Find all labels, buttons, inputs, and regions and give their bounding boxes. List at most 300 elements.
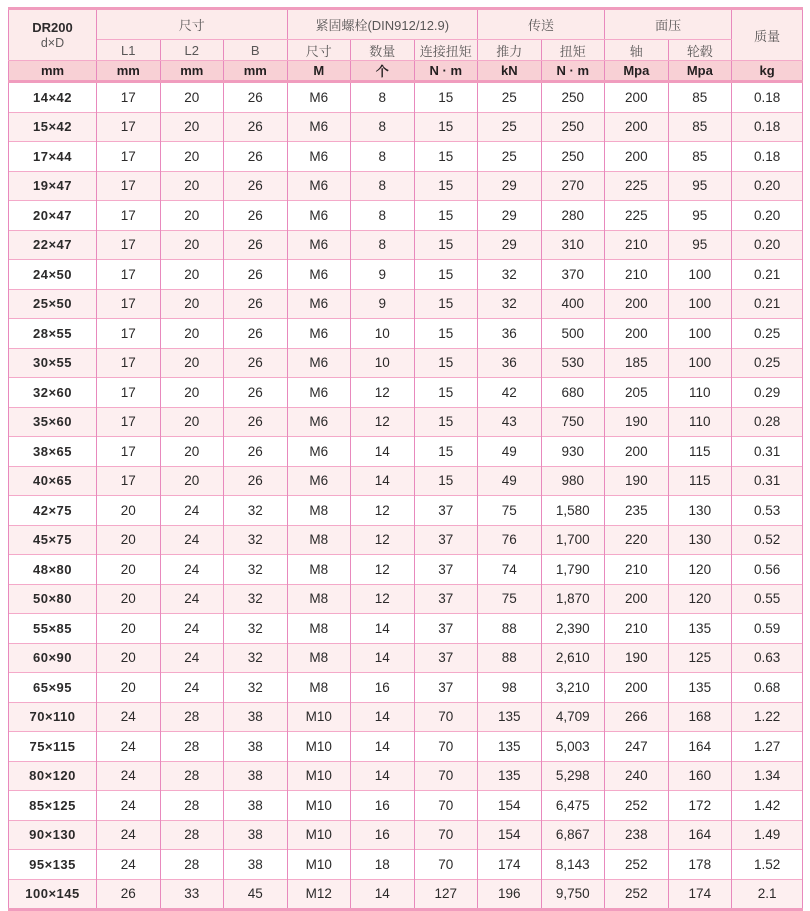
cell-value: 15 [414,348,478,378]
cell-value: 200 [605,112,669,142]
units-row [9,61,803,82]
cell-value: 135 [478,732,542,762]
cell-value: 2,390 [541,614,605,644]
cell-value: 115 [668,466,732,496]
cell-value: M6 [287,348,351,378]
cell-value: 15 [414,407,478,437]
cell-value: 38 [224,761,288,791]
cell-value: 32 [224,643,288,673]
cell-value: 135 [478,702,542,732]
cell-value: 24 [160,555,224,585]
cell-value: 210 [605,230,669,260]
cell-value: 12 [351,525,415,555]
cell-value: 1.42 [732,791,803,821]
table-row [9,496,803,526]
cell-value: 1,870 [541,584,605,614]
group-header-bolts: 紧固螺栓(DIN912/12.9) [287,9,478,40]
cell-value: 88 [478,614,542,644]
table-row [9,732,803,762]
cell-value: 15 [414,437,478,467]
cell-value: M12 [287,879,351,910]
cell-value: 0.56 [732,555,803,585]
cell-value: 220 [605,525,669,555]
cell-value: 15 [414,289,478,319]
cell-value: 20 [160,319,224,349]
cell-size-dxd: 32×60 [9,378,97,408]
cell-value: 26 [224,201,288,231]
cell-value: 24 [160,643,224,673]
cell-value: 26 [224,260,288,290]
cell-value: M10 [287,702,351,732]
cell-value: M6 [287,230,351,260]
group-header-mass: 质量 [732,9,803,61]
cell-value: 210 [605,260,669,290]
cell-size-dxd: 42×75 [9,496,97,526]
cell-value: 750 [541,407,605,437]
cell-value: 14 [351,466,415,496]
cell-value: 0.52 [732,525,803,555]
cell-value: 28 [160,732,224,762]
cell-value: 32 [224,555,288,585]
cell-value: 8,143 [541,850,605,880]
unit-cell: mm [224,61,288,82]
table-row [9,319,803,349]
cell-value: 115 [668,437,732,467]
cell-value: 0.29 [732,378,803,408]
cell-value: 37 [414,584,478,614]
cell-value: 24 [160,673,224,703]
cell-value: 15 [414,82,478,113]
cell-value: 14 [351,614,415,644]
subheader-l2: L2 [160,40,224,61]
cell-size-dxd: 22×47 [9,230,97,260]
cell-value: 26 [224,348,288,378]
cell-value: 36 [478,319,542,349]
unit-cell: mm [97,61,161,82]
subheader-tightening-torque: 连接扭矩 [414,40,478,61]
cell-value: M6 [287,378,351,408]
cell-value: 0.31 [732,437,803,467]
cell-value: 1.49 [732,820,803,850]
cell-value: 0.59 [732,614,803,644]
cell-value: 17 [97,437,161,467]
cell-value: M10 [287,732,351,762]
header-group-row [9,9,803,40]
table-row [9,407,803,437]
cell-value: 20 [160,378,224,408]
cell-value: 8 [351,230,415,260]
cell-value: 210 [605,614,669,644]
cell-value: 85 [668,82,732,113]
cell-value: 17 [97,348,161,378]
cell-value: M6 [287,82,351,113]
cell-value: 26 [224,230,288,260]
cell-value: 70 [414,820,478,850]
cell-size-dxd: 75×115 [9,732,97,762]
cell-size-dxd: 85×125 [9,791,97,821]
cell-value: 0.18 [732,142,803,172]
cell-value: 32 [224,496,288,526]
table-row [9,850,803,880]
cell-value: 135 [478,761,542,791]
unit-cell: mm [9,61,97,82]
cell-value: 12 [351,407,415,437]
cell-value: 210 [605,555,669,585]
cell-value: 205 [605,378,669,408]
cell-value: 20 [160,289,224,319]
cell-size-dxd: 90×130 [9,820,97,850]
cell-value: 24 [160,584,224,614]
dr200-spec-table [8,7,803,911]
spec-table-container [8,7,803,911]
cell-value: 190 [605,407,669,437]
cell-value: 20 [160,201,224,231]
cell-value: 196 [478,879,542,910]
cell-value: 26 [224,82,288,113]
table-row [9,791,803,821]
cell-value: 43 [478,407,542,437]
cell-value: M10 [287,761,351,791]
cell-value: 0.21 [732,260,803,290]
cell-value: 9 [351,260,415,290]
table-row [9,702,803,732]
cell-value: 15 [414,378,478,408]
cell-value: 26 [224,142,288,172]
cell-value: 1.52 [732,850,803,880]
cell-value: 17 [97,142,161,172]
table-row [9,584,803,614]
cell-value: 37 [414,555,478,585]
cell-value: M8 [287,614,351,644]
model-label: DR200 [32,20,73,35]
cell-value: 930 [541,437,605,467]
unit-cell: N · m [414,61,478,82]
cell-value: 190 [605,643,669,673]
cell-value: 17 [97,319,161,349]
cell-value: 75 [478,496,542,526]
cell-value: 25 [478,112,542,142]
cell-value: 17 [97,230,161,260]
cell-value: M6 [287,407,351,437]
cell-value: 9,750 [541,879,605,910]
cell-value: 85 [668,112,732,142]
cell-value: 26 [224,378,288,408]
cell-value: 3,210 [541,673,605,703]
cell-value: 17 [97,260,161,290]
cell-value: 185 [605,348,669,378]
cell-value: 17 [97,407,161,437]
cell-value: 15 [414,230,478,260]
cell-value: 49 [478,437,542,467]
cell-value: 70 [414,850,478,880]
cell-value: 130 [668,525,732,555]
cell-value: 75 [478,584,542,614]
cell-value: M8 [287,555,351,585]
cell-value: 16 [351,820,415,850]
cell-value: 250 [541,82,605,113]
cell-value: 1.22 [732,702,803,732]
cell-value: 38 [224,791,288,821]
cell-value: 20 [97,673,161,703]
cell-value: 135 [668,673,732,703]
cell-value: 4,709 [541,702,605,732]
cell-value: M8 [287,584,351,614]
cell-size-dxd: 70×110 [9,702,97,732]
cell-size-dxd: 19×47 [9,171,97,201]
cell-value: 24 [97,732,161,762]
cell-value: 16 [351,791,415,821]
cell-value: 14 [351,761,415,791]
cell-value: M6 [287,201,351,231]
cell-value: M8 [287,673,351,703]
cell-value: 235 [605,496,669,526]
cell-value: 8 [351,82,415,113]
cell-value: 20 [160,466,224,496]
group-header-pressure: 面压 [605,9,732,40]
cell-value: 17 [97,378,161,408]
cell-value: 100 [668,260,732,290]
cell-value: 15 [414,319,478,349]
cell-value: 8 [351,201,415,231]
cell-value: 100 [668,319,732,349]
cell-value: 33 [160,879,224,910]
header-sub-row [9,40,803,61]
cell-value: 28 [160,761,224,791]
cell-value: 85 [668,142,732,172]
cell-value: 200 [605,437,669,467]
cell-value: 400 [541,289,605,319]
cell-value: 74 [478,555,542,585]
cell-value: 200 [605,319,669,349]
cell-value: 0.68 [732,673,803,703]
cell-value: M6 [287,171,351,201]
cell-value: 26 [224,171,288,201]
unit-cell: N · m [541,61,605,82]
cell-value: 12 [351,496,415,526]
cell-value: 0.20 [732,230,803,260]
table-row [9,761,803,791]
cell-value: 20 [97,496,161,526]
cell-value: 280 [541,201,605,231]
cell-size-dxd: 80×120 [9,761,97,791]
cell-value: 250 [541,142,605,172]
cell-value: 14 [351,437,415,467]
cell-value: 5,298 [541,761,605,791]
cell-value: M6 [287,260,351,290]
cell-value: 0.25 [732,319,803,349]
cell-value: M6 [287,289,351,319]
cell-value: M6 [287,142,351,172]
cell-value: 225 [605,171,669,201]
cell-value: 15 [414,171,478,201]
table-row [9,260,803,290]
cell-value: 0.53 [732,496,803,526]
cell-value: M8 [287,496,351,526]
cell-size-dxd: 65×95 [9,673,97,703]
cell-value: 12 [351,378,415,408]
cell-value: 6,475 [541,791,605,821]
cell-size-dxd: 50×80 [9,584,97,614]
cell-value: 178 [668,850,732,880]
table-row [9,142,803,172]
cell-value: 8 [351,171,415,201]
cell-size-dxd: 20×47 [9,201,97,231]
cell-value: 680 [541,378,605,408]
table-row [9,348,803,378]
cell-value: 32 [478,260,542,290]
cell-value: 10 [351,348,415,378]
unit-cell: kN [478,61,542,82]
cell-value: 12 [351,555,415,585]
cell-value: 49 [478,466,542,496]
cell-value: 29 [478,201,542,231]
cell-value: 37 [414,496,478,526]
cell-value: 24 [97,850,161,880]
cell-value: 0.25 [732,348,803,378]
cell-size-dxd: 28×55 [9,319,97,349]
cell-value: 26 [224,289,288,319]
unit-cell: kg [732,61,803,82]
table-row [9,525,803,555]
cell-value: 160 [668,761,732,791]
cell-value: 2,610 [541,643,605,673]
cell-value: 0.18 [732,82,803,113]
table-row [9,378,803,408]
cell-value: 26 [224,112,288,142]
cell-value: 45 [224,879,288,910]
cell-value: 32 [224,525,288,555]
table-row [9,230,803,260]
cell-value: 127 [414,879,478,910]
cell-value: 15 [414,201,478,231]
cell-value: 36 [478,348,542,378]
cell-value: 26 [224,319,288,349]
cell-value: 70 [414,702,478,732]
cell-value: 0.18 [732,112,803,142]
cell-size-dxd: 60×90 [9,643,97,673]
dxd-label: d×D [40,36,65,50]
cell-value: 125 [668,643,732,673]
cell-value: 20 [160,260,224,290]
unit-cell: Mpa [605,61,669,82]
subheader-thrust: 推力 [478,40,542,61]
cell-value: 5,003 [541,732,605,762]
cell-value: 200 [605,82,669,113]
cell-value: 120 [668,555,732,585]
cell-value: 252 [605,850,669,880]
cell-value: 14 [351,879,415,910]
cell-value: 32 [224,614,288,644]
cell-value: 120 [668,584,732,614]
subheader-shaft: 轴 [605,40,669,61]
cell-value: 29 [478,230,542,260]
cell-value: 14 [351,732,415,762]
cell-value: 252 [605,879,669,910]
cell-value: 10 [351,319,415,349]
cell-value: 1.34 [732,761,803,791]
cell-value: 32 [224,584,288,614]
cell-value: 70 [414,732,478,762]
cell-value: 20 [160,230,224,260]
cell-size-dxd: 24×50 [9,260,97,290]
cell-value: 8 [351,142,415,172]
cell-value: 200 [605,289,669,319]
cell-value: 8 [351,112,415,142]
cell-value: M6 [287,466,351,496]
cell-value: 154 [478,791,542,821]
unit-cell: mm [160,61,224,82]
table-row [9,614,803,644]
cell-value: 225 [605,201,669,231]
cell-value: 26 [224,466,288,496]
cell-value: M10 [287,791,351,821]
cell-value: 2.1 [732,879,803,910]
subheader-torque: 扭矩 [541,40,605,61]
subheader-b: B [224,40,288,61]
cell-value: 9 [351,289,415,319]
cell-size-dxd: 45×75 [9,525,97,555]
cell-value: 20 [97,643,161,673]
table-row [9,82,803,113]
corner-cell [9,9,97,61]
cell-value: M10 [287,850,351,880]
cell-value: 42 [478,378,542,408]
group-header-dimensions: 尺寸 [97,9,288,40]
cell-value: 20 [160,112,224,142]
cell-value: 24 [97,791,161,821]
cell-value: 174 [478,850,542,880]
cell-value: 266 [605,702,669,732]
table-row [9,437,803,467]
cell-value: 164 [668,732,732,762]
cell-value: 17 [97,171,161,201]
table-body [9,82,803,910]
cell-value: 26 [224,407,288,437]
cell-value: 17 [97,82,161,113]
cell-value: 130 [668,496,732,526]
group-header-transmission: 传送 [478,9,605,40]
cell-value: 247 [605,732,669,762]
cell-value: 6,867 [541,820,605,850]
cell-value: 250 [541,112,605,142]
cell-value: 190 [605,466,669,496]
cell-value: 24 [97,820,161,850]
cell-value: 38 [224,702,288,732]
subheader-hub: 轮毂 [668,40,732,61]
cell-value: 270 [541,171,605,201]
cell-value: 0.21 [732,289,803,319]
cell-value: 88 [478,643,542,673]
cell-value: 28 [160,702,224,732]
cell-size-dxd: 95×135 [9,850,97,880]
cell-value: 26 [224,437,288,467]
cell-value: 20 [160,348,224,378]
cell-value: 20 [160,142,224,172]
cell-size-dxd: 38×65 [9,437,97,467]
cell-value: 26 [97,879,161,910]
cell-value: 0.63 [732,643,803,673]
table-header [9,9,803,82]
cell-value: 37 [414,643,478,673]
cell-value: 200 [605,142,669,172]
cell-value: 0.20 [732,201,803,231]
table-row [9,201,803,231]
unit-cell: Mpa [668,61,732,82]
cell-value: 14 [351,702,415,732]
cell-value: 310 [541,230,605,260]
cell-value: 20 [160,171,224,201]
cell-value: 1,790 [541,555,605,585]
